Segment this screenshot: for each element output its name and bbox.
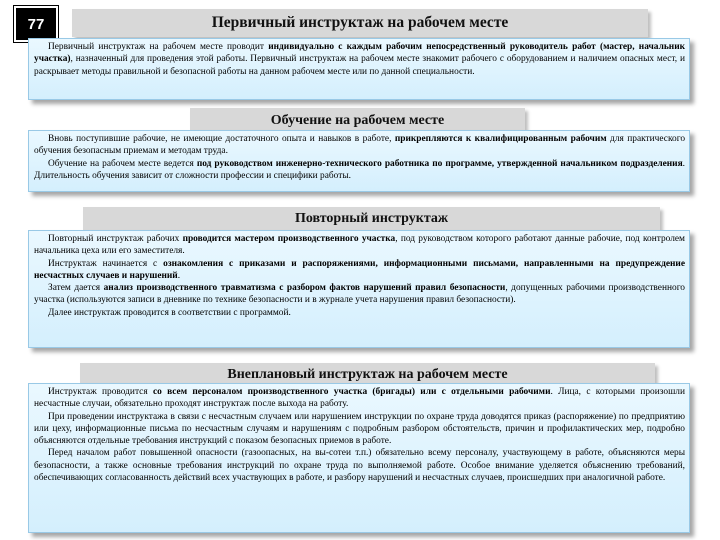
text-run: Затем дается bbox=[48, 283, 104, 294]
section-heading: Первичный инструктаж на рабочем месте bbox=[72, 9, 648, 37]
section-body bbox=[28, 383, 690, 533]
section-body bbox=[28, 230, 690, 348]
text-run: При проведении инструктажа в связи с несчастным случаем или нарушением инструкции по охране труда доводятся приказ (распоряжение) по предприятию или цеху, информационные письма по несчастным случаям и нарушениям с подробным разбором обстоятельств, причин и профилактических мер, подробно объясняются отдельные требования инструкций с показом безопасных приемов в работе. bbox=[34, 411, 685, 447]
paragraph bbox=[34, 282, 685, 307]
section-heading: Повторный инструктаж bbox=[83, 207, 660, 231]
paragraph bbox=[34, 133, 685, 158]
text-run: Далее инструктаж проводится в соответствии с программой. bbox=[48, 307, 291, 318]
bold-text: под руководством инженерно-технического работника по программе, утвержденной начальником подразделения bbox=[196, 158, 683, 169]
text-run: Первичный инструктаж на рабочем месте проводит bbox=[48, 42, 269, 52]
paragraph bbox=[34, 258, 685, 283]
text-run: , допущенных рабочими производственного участка (используются записи в дневнике по технике безопасности и в журнале учета нарушения правил безопасности). bbox=[34, 283, 685, 306]
text-run: Обучение на рабочем месте ведется bbox=[48, 158, 197, 169]
text-run: Перед началом работ повышенной опасности (газоопасных, на вы-сотеи т.п.) обязательно всему персоналу, участвующему в работе, объясняются меры безопасности, а также основные требования инструкций по охране труда по выполняемой работе. Особое внимание уделяется объяснению требований, обеспечивающих согласованность действий всех участвующих в работе, и разбору нарушений и несчастных случаев, происшедших при аналогичной работе. bbox=[34, 448, 685, 484]
bold-text: со всем персоналом производственного участка (бригады) или с отдельными рабочими bbox=[152, 387, 551, 397]
text-run: Вновь поступившие рабочие, не имеющие достаточного опыта и навыков в работе, bbox=[48, 134, 395, 144]
paragraph bbox=[34, 233, 685, 258]
bold-text: ознакомления с приказами и распоряжениями, информационными письмами, направленными на предупреждение несчастных случаев и нарушений bbox=[34, 258, 685, 281]
section-body bbox=[28, 38, 690, 100]
bold-text: прикрепляются к квалифицированным рабочим bbox=[394, 134, 607, 144]
paragraph bbox=[34, 411, 685, 448]
text-run: . Длительность обучения зависит от сложности профессии и специфики работы. bbox=[34, 158, 685, 181]
section-heading: Обучение на рабочем месте bbox=[190, 108, 525, 133]
text-run: . bbox=[177, 270, 181, 281]
paragraph bbox=[34, 386, 685, 411]
bold-text: проводится мастером производственного участка bbox=[182, 234, 396, 244]
text-run: , назначенный для проведения этой работы. Первичный инструктаж на рабочем месте знакомит рабочего с оборудованием и наличием опасных мест, и раскрывает методы правильной и безопасной работы на данном рабочем месте или по данной специальности. bbox=[34, 54, 685, 77]
slide-number: 77 bbox=[16, 8, 56, 40]
paragraph bbox=[34, 447, 685, 484]
text-run: Инструктаж начинается с bbox=[48, 258, 164, 269]
text-run: Инструктаж проводится bbox=[48, 387, 153, 397]
section-body bbox=[28, 130, 690, 192]
text-run: , под руководством которого работают данные рабочие, под контролем начальника цеха или его заместителя. bbox=[34, 234, 685, 257]
text-run: для практического обучения безопасным приемам и методам труда. bbox=[34, 134, 686, 157]
paragraph bbox=[34, 307, 685, 319]
text-run: . Лица, с которыми произошли несчастные случаи, обязательно проходят инструктаж после выхода на работу. bbox=[34, 387, 685, 410]
bold-text: анализ производственного травматизма с разбором фактов нарушений правил безопасности bbox=[103, 283, 506, 294]
bold-text: индивидуально с каждым рабочим непосредственный руководитель работ (мастер, начальник участка) bbox=[34, 42, 685, 65]
section-heading: Внеплановый инструктаж на рабочем месте bbox=[80, 363, 655, 387]
paragraph bbox=[34, 158, 685, 183]
text-run: Повторный инструктаж рабочих bbox=[48, 234, 183, 244]
paragraph bbox=[34, 41, 685, 78]
